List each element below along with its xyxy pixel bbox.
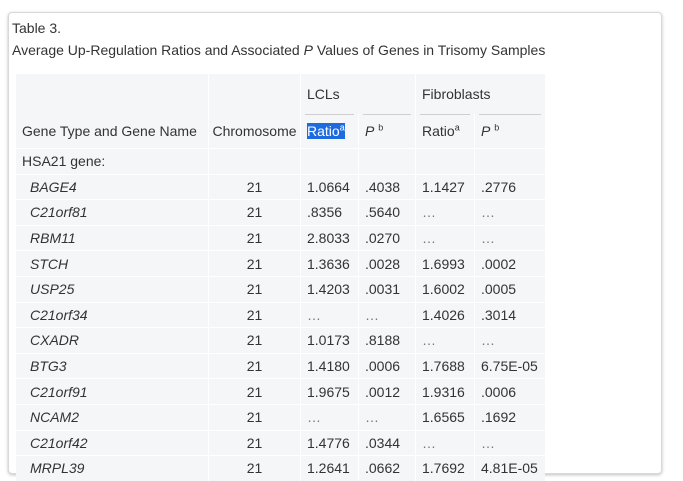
header-row-columns xyxy=(16,114,545,149)
table-row xyxy=(16,353,545,379)
lcl-p-cell: .0028 xyxy=(359,251,416,277)
lcl-p-cell: .0662 xyxy=(359,456,416,481)
lcl-ratio-cell: 1.2641 xyxy=(301,456,359,481)
gene-name: RBM11 xyxy=(16,225,209,251)
chromosome-cell: 21 xyxy=(209,328,301,354)
table-row xyxy=(16,251,545,277)
lcl-p-cell: … xyxy=(359,302,416,328)
title-p: P xyxy=(303,42,313,58)
lcl-ratio-cell: 1.9675 xyxy=(301,379,359,405)
header-empty xyxy=(16,74,209,114)
gene-name: C21orf81 xyxy=(16,200,209,226)
group-fibroblasts: Fibroblasts xyxy=(416,74,546,114)
table-row xyxy=(16,328,545,354)
fibro-p-cell: .0002 xyxy=(475,251,546,277)
gene-name: BTG3 xyxy=(16,353,209,379)
fibro-p-cell: .2776 xyxy=(475,174,546,200)
chromosome-cell: 21 xyxy=(209,174,301,200)
fibro-p-cell: … xyxy=(475,430,546,456)
lcl-p-cell: .0012 xyxy=(359,379,416,405)
gene-name: C21orf42 xyxy=(16,430,209,456)
fibro-ratio-cell: 1.7688 xyxy=(416,353,475,379)
fibro-ratio-cell: 1.1427 xyxy=(416,174,475,200)
lcl-p-cell: … xyxy=(359,404,416,430)
selected-text: Ratio$^a$ xyxy=(307,122,345,139)
lcl-ratio-cell: 1.4776 xyxy=(301,430,359,456)
chromosome-cell: 21 xyxy=(209,251,301,277)
fibro-ratio-cell: 1.9316 xyxy=(416,379,475,405)
group-lcls: LCLs xyxy=(301,74,416,114)
fibro-ratio-cell: … xyxy=(416,200,475,226)
lcl-ratio-cell: .8356 xyxy=(301,200,359,226)
fibro-p-cell: … xyxy=(475,328,546,354)
gene-name: BAGE4 xyxy=(16,174,209,200)
gene-name: CXADR xyxy=(16,328,209,354)
col-chromosome-header: Chromosome xyxy=(209,114,301,149)
table-row xyxy=(16,174,545,200)
table-row xyxy=(16,379,545,405)
table-title xyxy=(12,42,545,58)
lcl-ratio-cell: 1.0173 xyxy=(301,328,359,354)
col-lcl-p-header: P $^b$ xyxy=(359,114,416,149)
fibro-p-cell: … xyxy=(475,225,546,251)
chromosome-cell: 21 xyxy=(209,200,301,226)
gene-name: NCAM2 xyxy=(16,404,209,430)
title-part-2: Values of Genes in Trisomy Samples xyxy=(312,42,546,58)
title-part-1: Average Up-Regulation Ratios and Associated xyxy=(12,42,304,58)
header-empty xyxy=(209,74,301,114)
lcl-ratio-cell: 1.3636 xyxy=(301,251,359,277)
fibro-ratio-cell: 1.6565 xyxy=(416,404,475,430)
table-row xyxy=(16,404,545,430)
table-row xyxy=(16,276,545,302)
section-row xyxy=(16,149,545,175)
chromosome-cell: 21 xyxy=(209,379,301,405)
lcl-ratio-cell: … xyxy=(301,302,359,328)
fibro-ratio-cell: 1.6002 xyxy=(416,276,475,302)
table-row xyxy=(16,302,545,328)
chromosome-cell: 21 xyxy=(209,302,301,328)
fibro-p-cell: 4.81E-05 xyxy=(475,456,546,481)
fibro-p-cell: … xyxy=(475,200,546,226)
lcl-p-cell: .5640 xyxy=(359,200,416,226)
gene-name: STCH xyxy=(16,251,209,277)
table-label: Table 3. xyxy=(12,20,62,36)
fibro-p-cell: .1692 xyxy=(475,404,546,430)
fibro-p-cell: .3014 xyxy=(475,302,546,328)
fibro-ratio-cell: 1.6993 xyxy=(416,251,475,277)
chromosome-cell: 21 xyxy=(209,456,301,481)
table-row xyxy=(16,200,545,226)
fibro-ratio-cell: … xyxy=(416,328,475,354)
fibro-p-cell: .0006 xyxy=(475,379,546,405)
chromosome-cell: 21 xyxy=(209,353,301,379)
chromosome-cell: 21 xyxy=(209,225,301,251)
fibro-ratio-cell: 1.7692 xyxy=(416,456,475,481)
lcl-ratio-cell: 1.4180 xyxy=(301,353,359,379)
fibro-ratio-cell: … xyxy=(416,430,475,456)
chromosome-cell: 21 xyxy=(209,404,301,430)
lcl-ratio-cell: 1.4203 xyxy=(301,276,359,302)
lcl-p-cell: .0006 xyxy=(359,353,416,379)
table-row xyxy=(16,456,545,481)
lcl-p-cell: .8188 xyxy=(359,328,416,354)
fibro-ratio-cell: 1.4026 xyxy=(416,302,475,328)
lcl-p-cell: .0031 xyxy=(359,276,416,302)
data-table xyxy=(16,74,545,481)
table-row xyxy=(16,225,545,251)
gene-name: USP25 xyxy=(16,276,209,302)
lcl-p-cell: .4038 xyxy=(359,174,416,200)
lcl-ratio-cell: … xyxy=(301,404,359,430)
fibro-p-cell: 6.75E-05 xyxy=(475,353,546,379)
lcl-p-cell: .0344 xyxy=(359,430,416,456)
col-fibro-p-header: P $^b$ xyxy=(475,114,546,149)
gene-name: C21orf34 xyxy=(16,302,209,328)
gene-name: C21orf91 xyxy=(16,379,209,405)
table-row xyxy=(16,430,545,456)
fibro-p-cell: .0005 xyxy=(475,276,546,302)
lcl-ratio-cell: 1.0664 xyxy=(301,174,359,200)
lcl-ratio-cell: 2.8033 xyxy=(301,225,359,251)
col-fibro-ratio-header: Ratio$^a$ xyxy=(416,114,475,149)
header-row-groups xyxy=(16,74,545,114)
col-lcl-ratio-header[interactable] xyxy=(301,114,359,149)
chromosome-cell: 21 xyxy=(209,430,301,456)
col-gene-header: Gene Type and Gene Name xyxy=(16,114,209,149)
section-label: HSA21 gene: xyxy=(16,149,209,175)
chromosome-cell: 21 xyxy=(209,276,301,302)
gene-name: MRPL39 xyxy=(16,456,209,481)
fibro-ratio-cell: … xyxy=(416,225,475,251)
lcl-p-cell: .0270 xyxy=(359,225,416,251)
